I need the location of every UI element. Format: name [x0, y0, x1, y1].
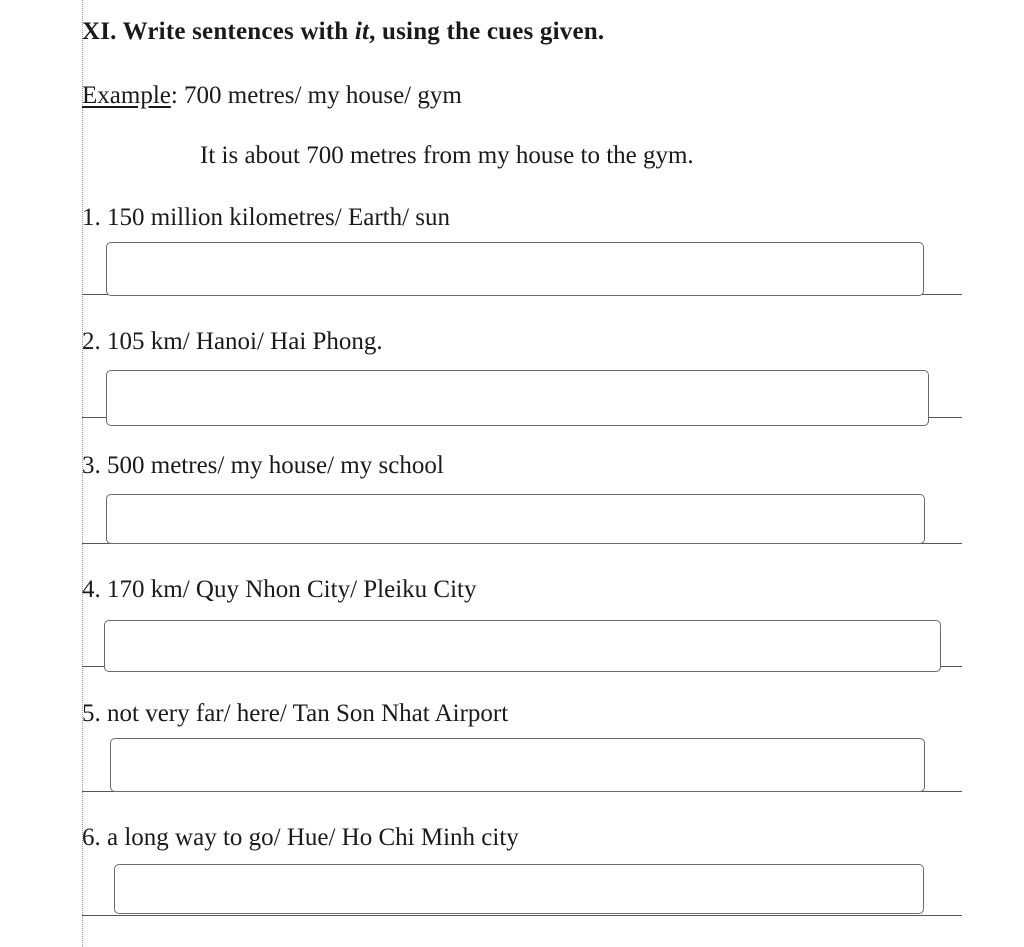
exercise-item-3 [82, 452, 962, 546]
exercise-item-6 [82, 824, 962, 920]
item-cue: 5. not very far/ here/ Tan Son Nhat Airport [82, 700, 509, 727]
item-cue: 2. 105 km/ Hanoi/ Hai Phong. [82, 328, 383, 355]
exercise-item-2 [82, 328, 962, 428]
answer-input[interactable] [104, 620, 941, 672]
title-text-suffix: , using the cues given. [369, 18, 605, 45]
answer-line [82, 915, 962, 916]
exercise-item-1 [82, 204, 962, 298]
item-cue: 6. a long way to go/ Hue/ Ho Chi Minh city [82, 824, 519, 851]
example-label: Example [82, 82, 171, 109]
title-text-italic: it [354, 18, 370, 45]
answer-input[interactable] [106, 494, 925, 544]
answer-input[interactable] [106, 370, 929, 426]
exercise-item-4 [82, 576, 962, 672]
answer-input[interactable] [110, 738, 925, 792]
example-row [82, 82, 462, 110]
example-answer: It is about 700 metres from my house to the gym. [200, 142, 694, 169]
answer-input[interactable] [114, 864, 924, 914]
item-cue: 3. 500 metres/ my house/ my school [82, 452, 444, 479]
exercise-title [82, 18, 604, 46]
exercise-item-5 [82, 700, 962, 796]
answer-input[interactable] [106, 242, 924, 296]
item-cue: 4. 170 km/ Quy Nhon City/ Pleiku City [82, 576, 477, 603]
title-text-prefix: XI. Write sentences with [82, 18, 355, 45]
example-cue: : 700 metres/ my house/ gym [170, 82, 462, 109]
item-cue: 1. 150 million kilometres/ Earth/ sun [82, 204, 451, 231]
